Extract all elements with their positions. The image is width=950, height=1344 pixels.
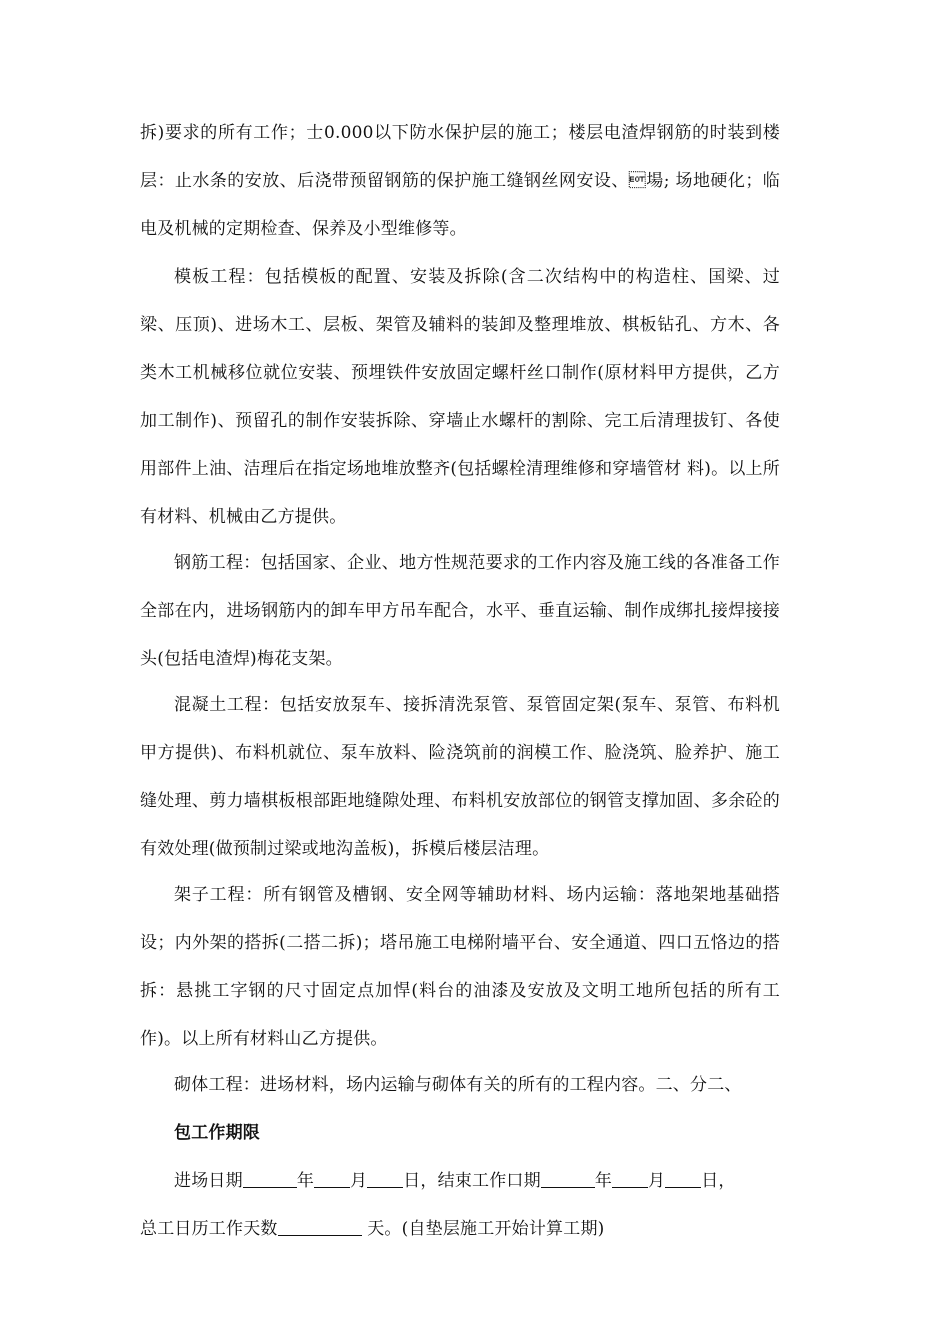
paragraph-scope-continued: 拆)要求的所有工作；士0.000以下防水保护层的施工；楼层电渣焊钢筋的时装到楼层：止水条的安放、后浇带预留钢筋的保护施工缝钢丝网安设、場; 场地硬化；临电及机械的定期检查、保养及小型维修等。 [140, 123, 780, 239]
entry-day-blank[interactable] [367, 1169, 403, 1188]
end-date-label: 结束工作口期 [437, 1171, 541, 1191]
total-days-blank[interactable] [278, 1217, 362, 1236]
schedule-note: (自垫层施工开始计算工期) [401, 1219, 605, 1239]
entry-date-label: 进场日期 [174, 1171, 243, 1191]
end-month-unit: 月 [648, 1171, 666, 1191]
end-month-blank[interactable] [612, 1169, 648, 1188]
entry-year-unit: 年 [296, 1171, 315, 1191]
paragraph-formwork: 模板工程：包括模板的配置、安装及拆除(含二次结构中的构造柱、国梁、过梁、压顶)、进场木工、层板、架管及辅料的装卸及整理堆放、棋板钻孔、方木、各类木工机械移位就位安装、预埋铁件安放固定螺杆丝口制作(原材料甲方提供，乙方加工制作)、预留孔的制作安装拆除、穿墙止水螺杆的割除、完工后清理拔钉、各使用部件上油、洁理后在指定场地堆放整齐(包括螺栓清理维修和穿墙管材 料)。以上所有材料、机械由乙方提供。 [140, 267, 780, 527]
total-days-label: 总工日历工作天数 [140, 1219, 278, 1239]
schedule-dates-line [140, 1157, 780, 1205]
paragraph-scaffolding: 架子工程：所有钢管及槽钢、安全网等辅助材料、场内运输：落地架地基础搭设；内外架的搭拆(二搭二拆)；塔吊施工电梯附墙平台、安全通道、四口五恪边的搭拆：悬挑工字钢的尺寸固定点加悍(料台的油漆及安放及文明工地所包括的所有工作)。以上所有材料山乙方提供。 [140, 885, 780, 1049]
days-unit: 天。 [367, 1219, 402, 1239]
end-day-unit: 日， [701, 1171, 736, 1191]
paragraph-concrete: 混凝土工程：包括安放泵车、接拆清洗泵管、泵管固定架(泵车、泵管、布料机甲方提供)、布料机就位、泵车放料、险浇筑前的润模工作、脸浇筑、脸养护、施工缝处理、剪力墙棋板根部距地缝隙处理、布料机安放部位的钢管支撑加固、多余砼的有效处理(做预制过梁或地沟盖板)，拆模后楼层洁理。 [140, 695, 780, 859]
schedule-days-line [140, 1205, 780, 1253]
entry-month-unit: 月 [350, 1171, 368, 1191]
end-day-blank[interactable] [665, 1169, 701, 1188]
end-year-unit: 年 [594, 1171, 613, 1191]
entry-day-unit: 日， [403, 1171, 438, 1191]
end-year-blank[interactable] [541, 1169, 595, 1188]
section-heading: 包工作期限 [174, 1123, 260, 1143]
paragraph-rebar: 钢筋工程：包括国家、企业、地方性规范要求的工作内容及施工线的各准备工作全部在内，进场钢筋内的卸车甲方吊车配合，水平、垂直运输、制作成绑扎接焊接接头(包括电渣焊)梅花支架。 [140, 553, 780, 669]
entry-month-blank[interactable] [314, 1169, 350, 1188]
entry-year-blank[interactable] [243, 1169, 297, 1188]
paragraph-masonry: 砌体工程：进场材料，场内运输与砌体有关的所有的工程内容。二、分二、 [174, 1075, 742, 1095]
